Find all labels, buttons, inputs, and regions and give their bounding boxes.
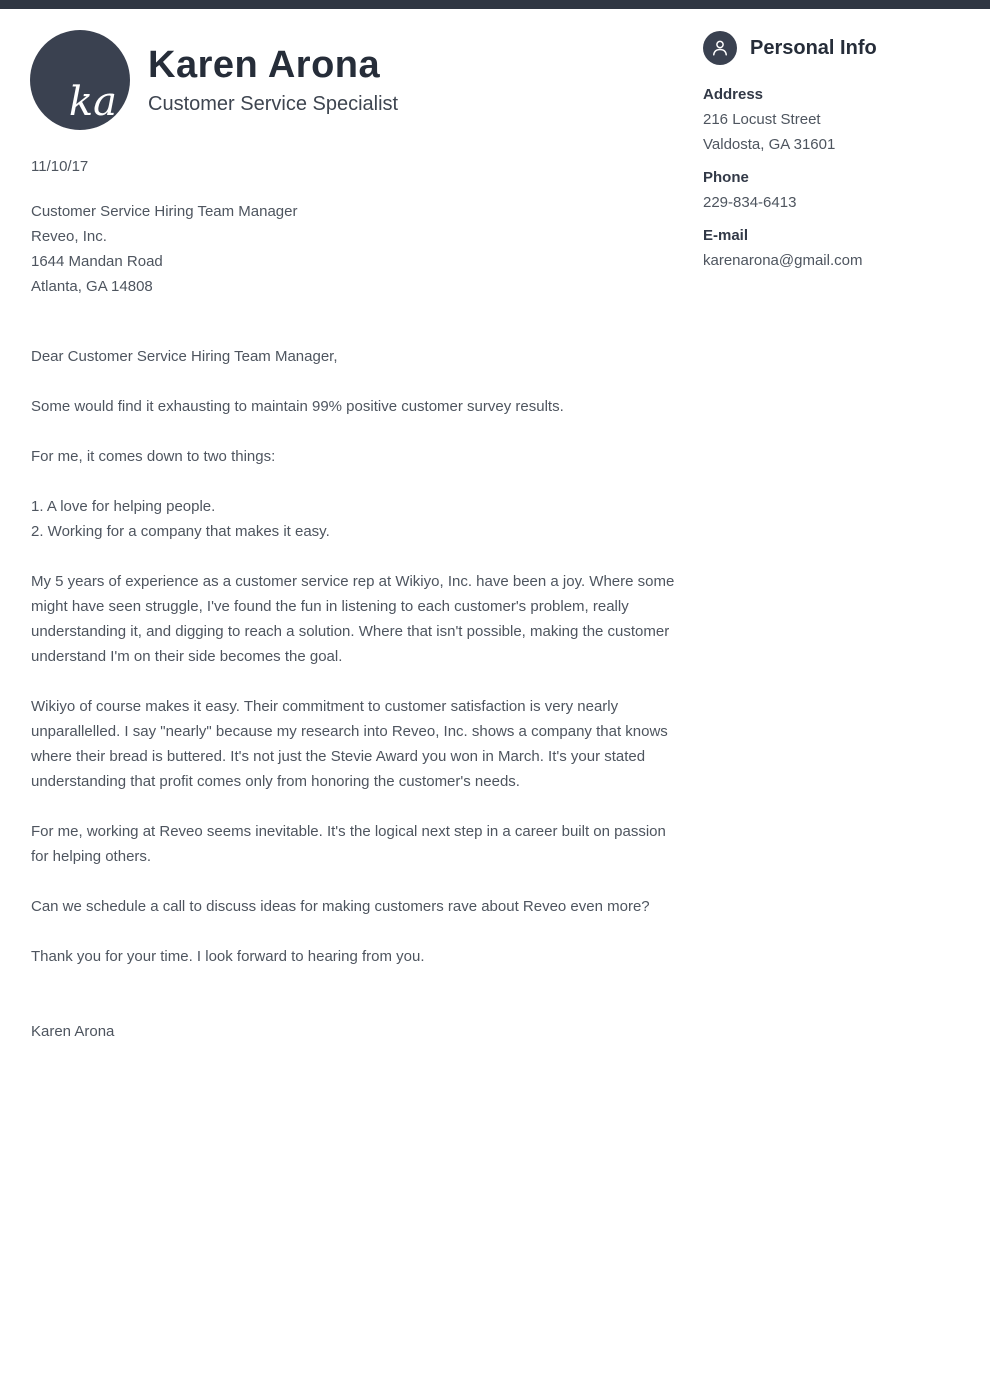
cover-letter-body bbox=[31, 154, 675, 1044]
address-line: 216 Locust Street bbox=[703, 111, 821, 128]
address-label: Address bbox=[703, 86, 764, 103]
phone-label: Phone bbox=[703, 169, 749, 186]
letter-date: 11/10/17 bbox=[31, 158, 89, 175]
avatar-initials: ka bbox=[68, 79, 117, 125]
paragraph: Wikiyo of course makes it easy. Their commitment to customer satisfaction is very nearly unparallelled. I say "nearly" because my research into Reveo, Inc. shows a company that knows where their bread is buttered. It's not just the Stevie Award you won in March. It's your stated understanding that profit comes only from honoring the customer's needs. bbox=[31, 698, 668, 790]
person-icon bbox=[703, 31, 737, 65]
avatar bbox=[30, 30, 130, 130]
recipient-line: Atlanta, GA 14808 bbox=[31, 278, 153, 295]
signature: Karen Arona bbox=[31, 1023, 115, 1040]
personal-info-sidebar bbox=[703, 31, 963, 281]
list-item: 1. A love for helping people. bbox=[31, 498, 216, 515]
paragraph: For me, working at Reveo seems inevitable. It's the logical next step in a career built on passion for helping others. bbox=[31, 823, 666, 865]
personal-info-title: Personal Info bbox=[750, 36, 877, 59]
paragraph: For me, it comes down to two things: bbox=[31, 448, 276, 465]
address-line: Valdosta, GA 31601 bbox=[703, 136, 836, 153]
paragraph: My 5 years of experience as a customer service rep at Wikiyo, Inc. have been a joy. Where some might have seen struggle, I've found the fun in listening to each customer's problem, really understanding it, and digging to reach a solution. Where that isn't possible, making the customer understand I'm on their side becomes the goal. bbox=[31, 573, 675, 665]
personal-info-heading bbox=[703, 31, 963, 65]
paragraph: Can we schedule a call to discuss ideas for making customers rave about Reveo even more? bbox=[31, 898, 650, 915]
recipient-line: 1644 Mandan Road bbox=[31, 253, 163, 270]
job-title: Customer Service Specialist bbox=[148, 93, 399, 115]
recipient-line: Reveo, Inc. bbox=[31, 228, 107, 245]
paragraph: Some would find it exhausting to maintain 99% positive customer survey results. bbox=[31, 398, 564, 415]
info-group-email bbox=[703, 223, 963, 273]
email-label: E-mail bbox=[703, 227, 749, 244]
top-accent-bar bbox=[0, 0, 990, 9]
name-block bbox=[148, 30, 398, 118]
recipient-line: Customer Service Hiring Team Manager bbox=[31, 203, 298, 220]
info-group-phone bbox=[703, 165, 963, 215]
page-title: Karen Arona bbox=[148, 44, 381, 86]
info-group-address bbox=[703, 82, 963, 157]
closing-paragraph: Thank you for your time. I look forward to hearing from you. bbox=[31, 948, 425, 965]
list-item: 2. Working for a company that makes it easy. bbox=[31, 523, 330, 540]
numbered-list bbox=[31, 494, 675, 544]
salutation: Dear Customer Service Hiring Team Manager, bbox=[31, 348, 338, 365]
phone-value: 229-834-6413 bbox=[703, 194, 797, 211]
email-value: karenarona@gmail.com bbox=[703, 252, 863, 269]
recipient-block bbox=[31, 199, 675, 299]
